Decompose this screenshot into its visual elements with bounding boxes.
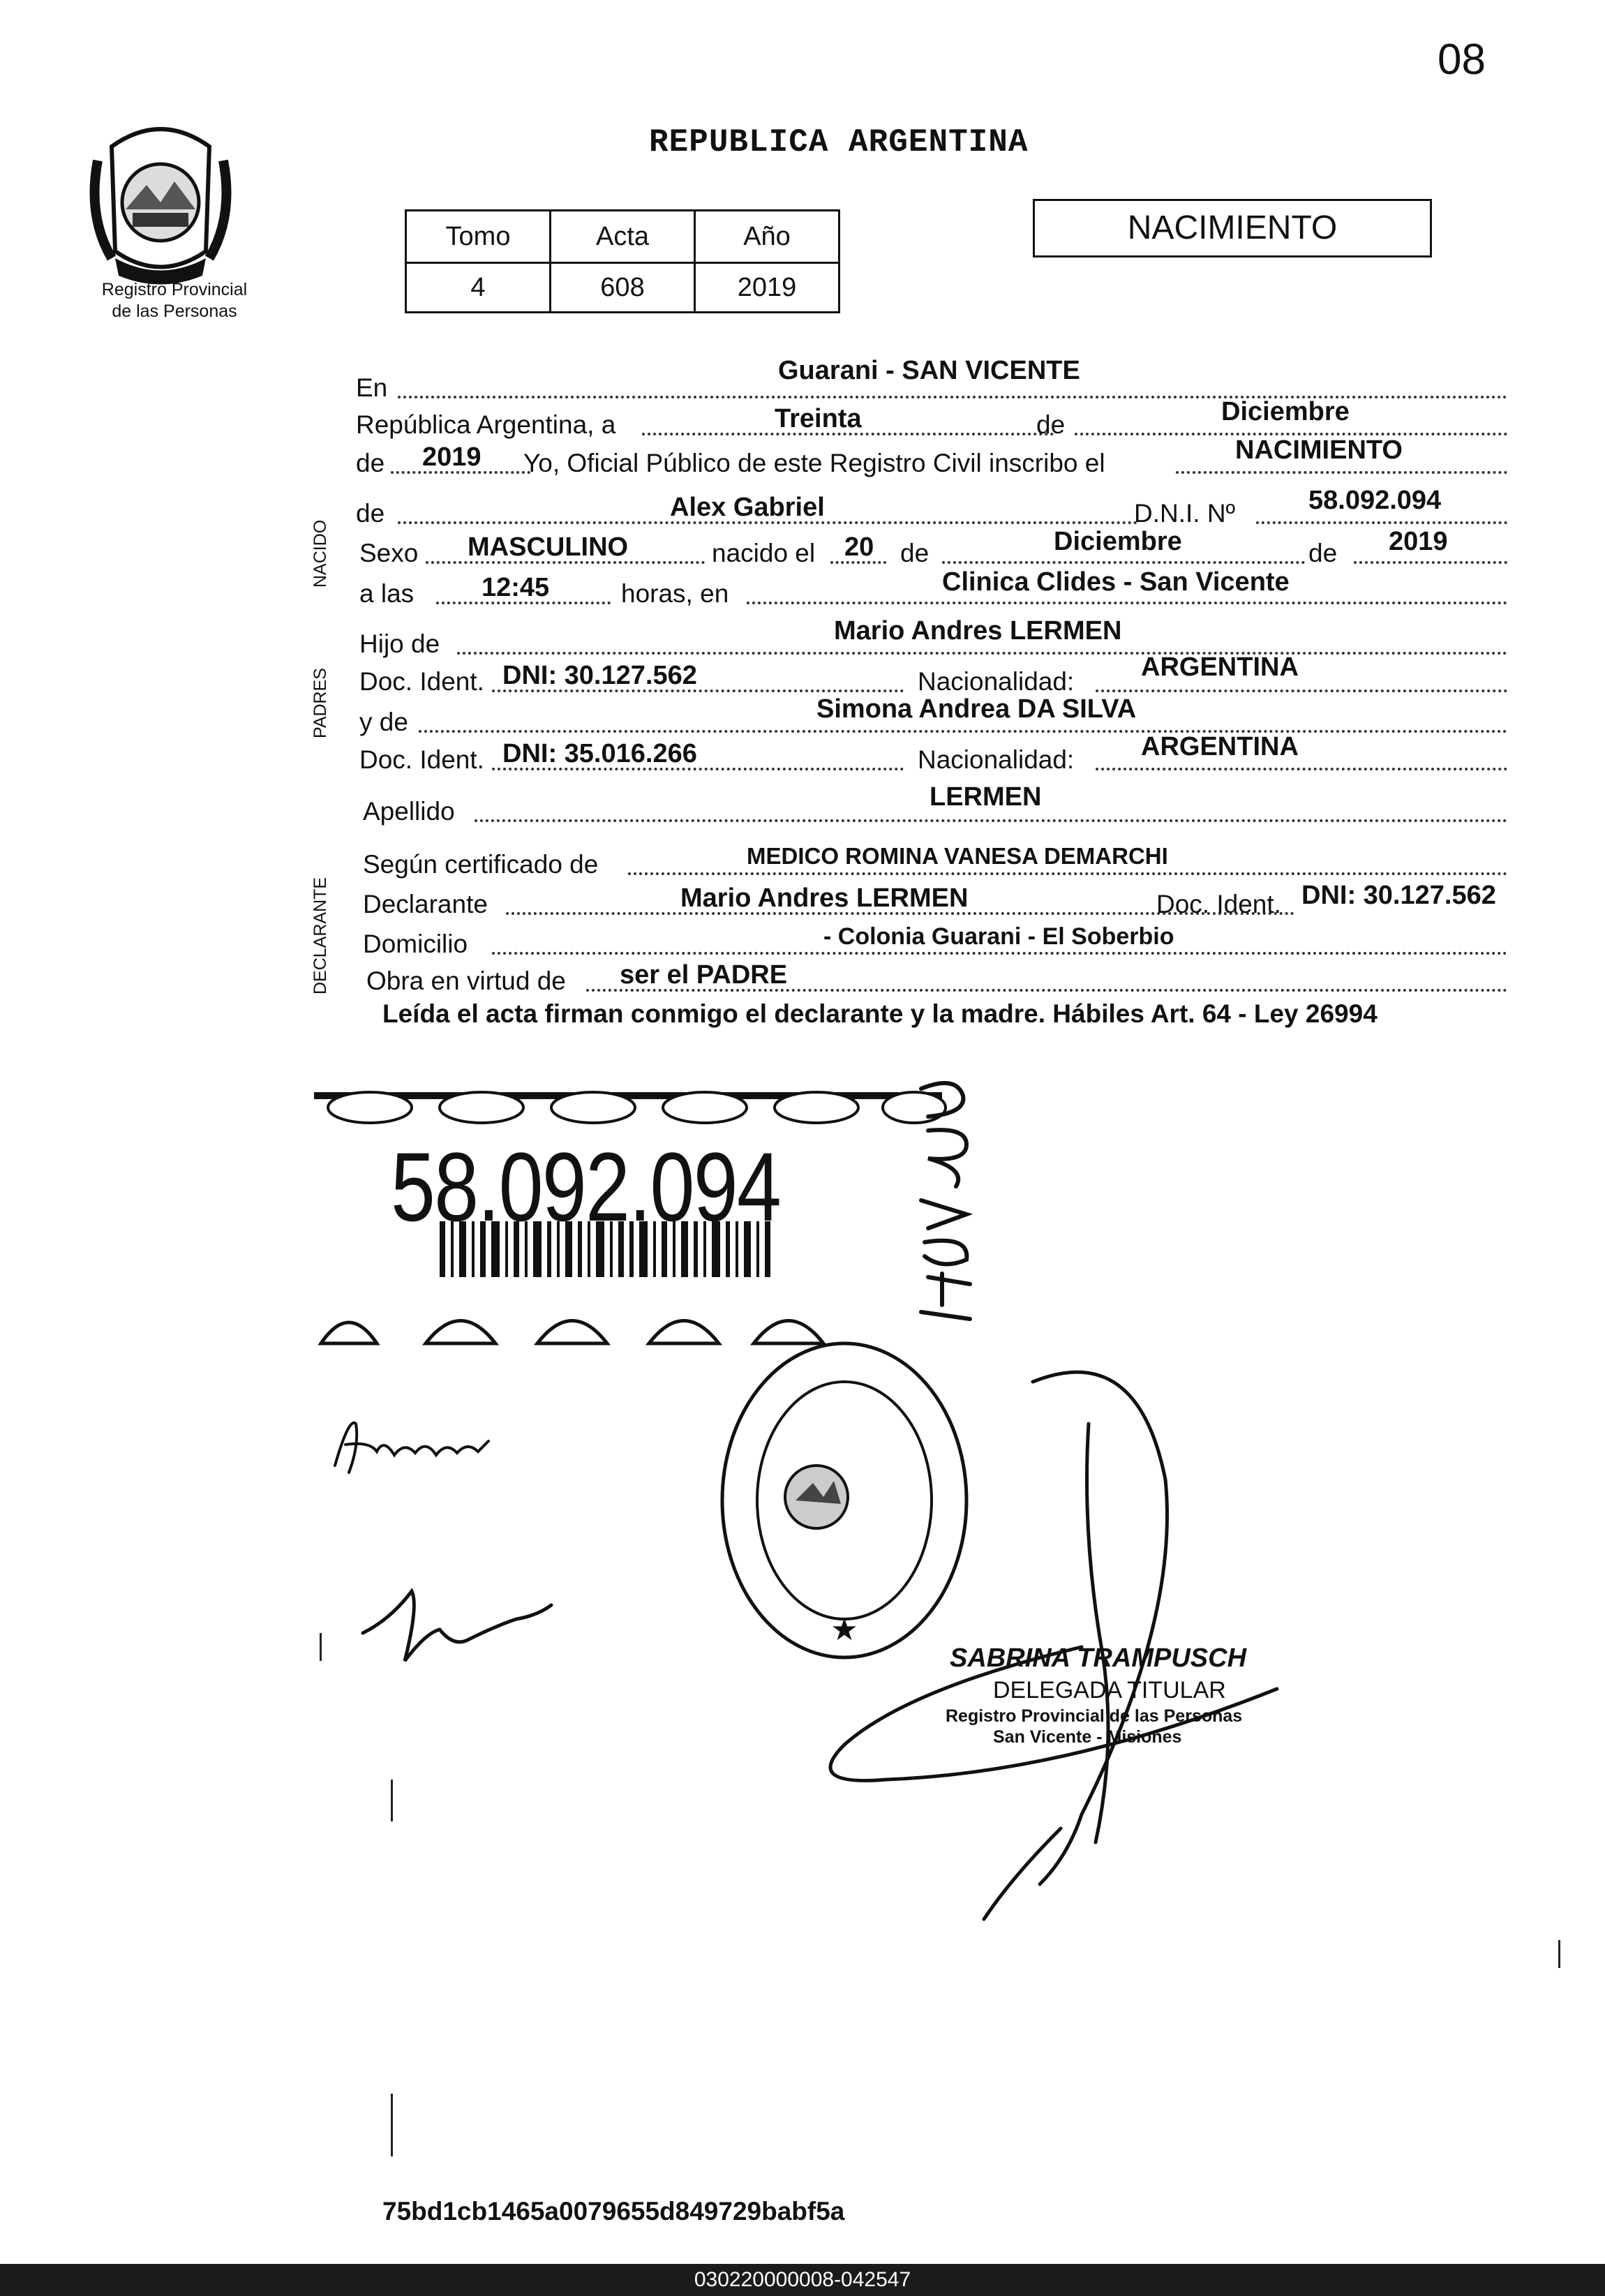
page-title: REPUBLICA ARGENTINA xyxy=(649,124,1029,161)
domicilio-value: - Colonia Guarani - El Soberbio xyxy=(823,923,1174,950)
dni-label: D.N.I. Nº xyxy=(1134,499,1236,528)
record-value-anio: 2019 xyxy=(695,263,839,313)
madre-nac: ARGENTINA xyxy=(1141,732,1299,761)
dni-sticker-number: 58.092.094 xyxy=(391,1132,781,1242)
dotted-line xyxy=(942,561,1305,564)
field-row-domicilio xyxy=(356,923,1507,962)
doc-ident-label-3: Doc. Ident. xyxy=(1156,890,1281,918)
record-type-box: NACIMIENTO xyxy=(1033,199,1432,258)
dotted-line xyxy=(492,952,1507,955)
field-row-madre-doc xyxy=(356,732,1507,777)
obra-value: ser el PADRE xyxy=(620,960,788,990)
alas-label: a las xyxy=(359,579,415,608)
sexo-label: Sexo xyxy=(359,539,419,567)
doc-ident-label: Doc. Ident. xyxy=(359,667,484,696)
dotted-line xyxy=(1256,521,1507,524)
padre-doc: DNI: 30.127.562 xyxy=(502,661,697,690)
de-label-5: de xyxy=(1308,539,1338,567)
field-row-nombre xyxy=(356,486,1507,531)
record-header-tomo: Tomo xyxy=(406,211,551,263)
inscribo-value: NACIMIENTO xyxy=(1235,435,1403,465)
margin-mark xyxy=(391,1780,393,1821)
madre-doc: DNI: 35.016.266 xyxy=(502,739,697,768)
official-signature xyxy=(802,1326,1291,1926)
dotted-line xyxy=(747,602,1507,604)
record-table xyxy=(405,209,840,313)
dotted-line xyxy=(1176,471,1507,474)
nacido-anio: 2019 xyxy=(1389,527,1448,556)
handwritten-reference-number xyxy=(900,1075,998,1340)
record-value-tomo: 4 xyxy=(406,263,551,313)
en-label: En xyxy=(356,373,388,402)
sexo-value: MASCULINO xyxy=(468,532,629,562)
footer-code-bar: 030220000008-042547 xyxy=(0,2264,1605,2296)
en-value: Guarani - SAN VICENTE xyxy=(778,356,1080,385)
dotted-line xyxy=(419,730,1507,733)
dotted-line xyxy=(457,652,1507,655)
official-location: San Vicente - Misiones xyxy=(993,1727,1182,1747)
dotted-line xyxy=(1096,689,1507,692)
yde-label: y de xyxy=(359,708,408,736)
dotted-line xyxy=(1096,768,1507,770)
de-label-2: de xyxy=(356,449,385,477)
margin-mark xyxy=(320,1633,322,1661)
certificado-label: Según certificado de xyxy=(363,850,599,879)
closing-text: Leída el acta firman conmigo el declarante y la madre. Hábiles Art. 64 - Ley 26994 xyxy=(382,999,1378,1028)
field-row-obra xyxy=(356,960,1507,999)
nacido-mes: Diciembre xyxy=(1054,527,1182,556)
de-label-4: de xyxy=(900,539,930,567)
apellido-value: LERMEN xyxy=(930,782,1042,812)
obra-label: Obra en virtud de xyxy=(366,967,566,995)
page-number: 08 xyxy=(1438,36,1486,84)
yo-text: Yo, Oficial Público de este Registro Civil inscribo el xyxy=(523,449,1105,477)
record-header-acta: Acta xyxy=(551,211,695,263)
field-row-inscribo xyxy=(356,435,1507,481)
dni-value: 58.092.094 xyxy=(1308,486,1442,515)
field-row-padre-doc xyxy=(356,653,1507,699)
de-label-3: de xyxy=(356,499,385,528)
dia-value: Treinta xyxy=(775,404,862,433)
nacionalidad-label: Nacionalidad: xyxy=(918,667,1075,696)
nacionalidad-label-2: Nacionalidad: xyxy=(918,745,1075,774)
mes-value: Diciembre xyxy=(1221,397,1350,426)
mother-signature xyxy=(328,1403,495,1479)
nacido-label: nacido el xyxy=(712,539,816,567)
margin-mark xyxy=(1558,1940,1560,1968)
field-row-hora xyxy=(356,567,1507,611)
declarante-value: Mario Andres LERMEN xyxy=(680,884,969,913)
hijo-label: Hijo de xyxy=(359,629,440,658)
padre-value: Mario Andres LERMEN xyxy=(834,616,1122,646)
anio-value: 2019 xyxy=(422,442,482,472)
field-row-apellido xyxy=(356,782,1507,829)
domicilio-label: Domicilio xyxy=(363,930,468,958)
declarante-label: Declarante xyxy=(363,890,488,918)
section-label-declarante: DECLARANTE xyxy=(311,877,330,994)
official-organization: Registro Provincial de las Personas xyxy=(946,1706,1243,1726)
horas-label: horas, en xyxy=(621,579,729,608)
margin-mark xyxy=(391,2094,393,2156)
field-row-declarante xyxy=(356,883,1507,922)
nacido-dia: 20 xyxy=(844,532,874,562)
madre-value: Simona Andrea DA SILVA xyxy=(816,694,1137,724)
section-label-padres: PADRES xyxy=(311,668,330,738)
father-signature xyxy=(349,1577,558,1668)
record-value-acta: 608 xyxy=(551,263,695,313)
republica-label: República Argentina, a xyxy=(356,410,616,439)
dotted-line xyxy=(628,872,1507,875)
dotted-line xyxy=(1354,561,1507,564)
record-header-anio: Año xyxy=(695,211,839,263)
misiones-coat-of-arms-logo xyxy=(84,119,237,286)
padre-nac: ARGENTINA xyxy=(1141,653,1299,682)
lugar-value: Clinica Clides - San Vicente xyxy=(942,567,1290,597)
hora-value: 12:45 xyxy=(482,573,550,602)
dotted-line xyxy=(475,819,1507,822)
apellido-label: Apellido xyxy=(363,797,455,826)
logo-caption: Registro Provincial de las Personas xyxy=(101,280,248,321)
field-row-certificado xyxy=(356,843,1507,882)
field-row-sexo xyxy=(356,527,1507,571)
official-name: SABRINA TRAMPUSCH xyxy=(950,1643,1247,1673)
field-row-madre xyxy=(356,694,1507,740)
nombre-value: Alex Gabriel xyxy=(670,493,825,522)
declarante-doc: DNI: 30.127.562 xyxy=(1301,881,1496,910)
document-hash: 75bd1cb1465a0079655d849729babf5a xyxy=(382,2197,845,2226)
certificado-value: MEDICO ROMINA VANESA DEMARCHI xyxy=(747,843,1168,869)
official-role: DELEGADA TITULAR xyxy=(993,1677,1226,1704)
doc-ident-label-2: Doc. Ident. xyxy=(359,745,484,774)
section-label-nacido: NACIDO xyxy=(311,519,330,588)
de-label: de xyxy=(1036,410,1066,439)
field-row-padre xyxy=(356,616,1507,662)
svg-text:★: ★ xyxy=(830,1613,858,1647)
